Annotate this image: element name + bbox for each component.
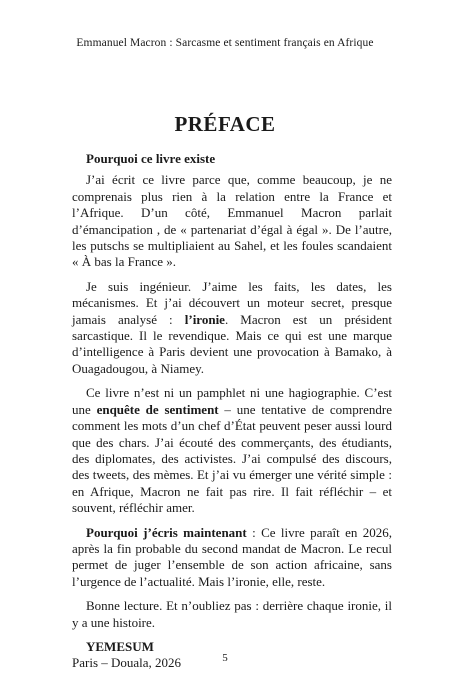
chapter-title: PRÉFACE — [174, 112, 276, 136]
paragraph-1 — [72, 172, 392, 270]
section-subtitle: Pourquoi ce livre existe — [86, 151, 216, 166]
paragraph-2-text-b: . Macron est un président sarcastique. Il le revendique. Mais ce qui est une marque d’intelligence à Paris devient une provocation à Bamako, à Ouagadougou, à Niamey. — [72, 311, 393, 376]
paragraph-3 — [72, 385, 392, 516]
paragraph-5-text: Bonne lecture. Et n’oubliez pas : derrière chaque ironie, il y a une histoire. — [72, 598, 392, 630]
author-signature: YEMESUM — [86, 638, 154, 654]
paragraph-4 — [72, 525, 392, 591]
paragraph-2 — [72, 279, 392, 377]
paragraph-2-emphasis: l’ironie — [184, 311, 225, 327]
paragraph-1-text: J’ai écrit ce livre parce que, comme beaucoup, je ne comprenais plus rien à la relation entre la France et l’Afrique. D’un côté, Emmanuel Macron parlait d’émancipation , de « partenariat d’égal à égal ». De l’autre, les putschs se multipliaient au Sahel, et les foules scandaient « À bas la France ». — [72, 172, 392, 270]
paragraph-4-text: : Ce livre paraît en 2026, après la fin probable du second mandat de Macron. Le recul permet de juger l’ensemble de son action africaine, sans l’urgence de l’actualité. Mais l’ironie, elle, reste. — [72, 524, 392, 589]
place-date: Paris – Douala, 2026 — [72, 655, 182, 671]
paragraph-3-emphasis: enquête de sentiment — [96, 401, 219, 417]
paragraph-3-text-b: – une tentative de comprendre comment les mots d’un chef d’État peuvent peser aussi lourd que des chars. J’ai écouté des commerçants, des étudiants, des diplomates, des activistes. J’ai compulsé des discours, des tweets, des mèmes. Et j’ai vu émerger une vérité simple : en Afrique, Macron ne fait pas rire. Il fait réfléchir – et souvent, réfléchir amer. — [72, 401, 392, 516]
paragraph-4-emphasis: Pourquoi j’écris maintenant — [86, 524, 247, 540]
preface-body — [72, 151, 392, 672]
paragraph-2-text-a: Je suis ingénieur. J’aime les faits, les dates, les mécanismes. Et j’ai découvert un moteur secret, presque jamais analysé : — [72, 278, 392, 327]
page-number: 5 — [222, 652, 228, 664]
running-header: Emmanuel Macron : Sarcasme et sentiment français en Afrique — [76, 37, 374, 49]
paragraph-5 — [72, 598, 392, 631]
paragraph-3-text-a: Ce livre n’est ni un pamphlet ni une hagiographie. C’est une — [72, 385, 392, 417]
